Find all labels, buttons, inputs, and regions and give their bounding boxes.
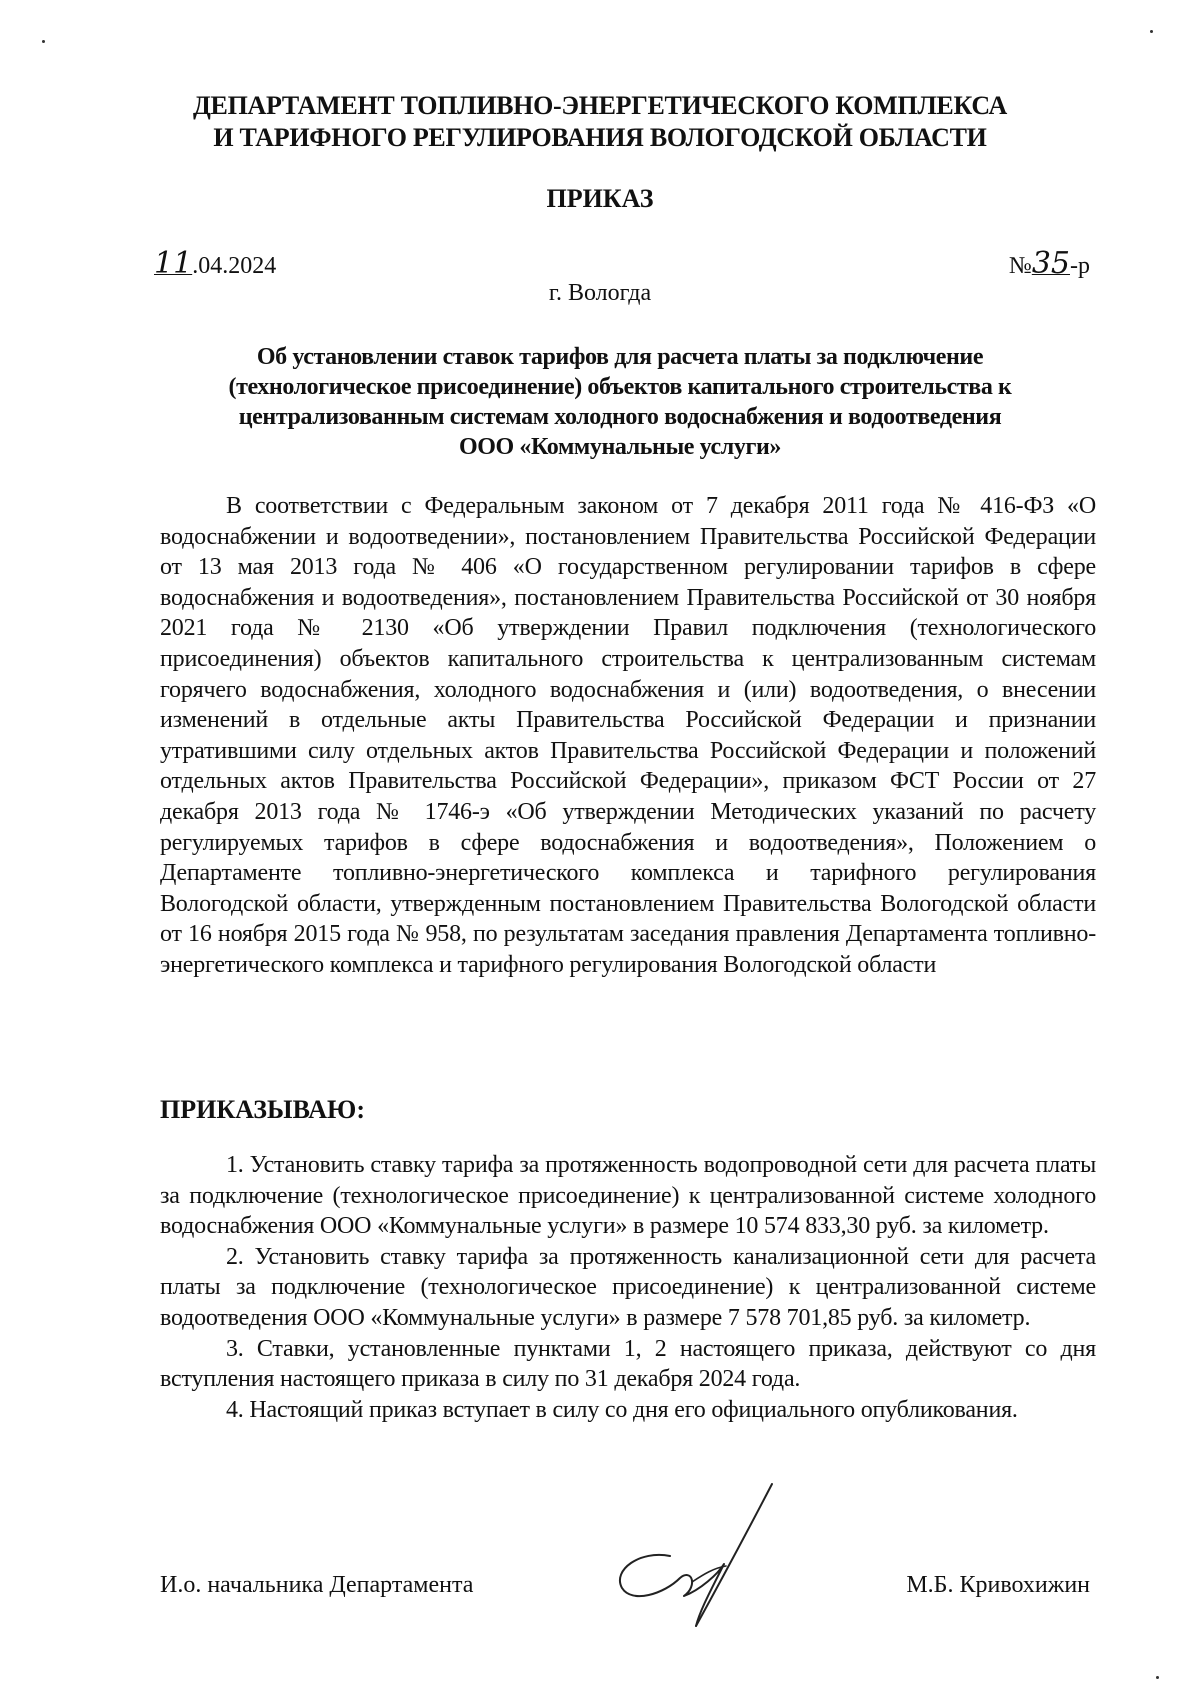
department-name-line-1: ДЕПАРТАМЕНТ ТОПЛИВНО-ЭНЕРГЕТИЧЕСКОГО КОМПЛЕКСА [192, 91, 1008, 120]
signatory-name: М.Б. Кривохижин [906, 1572, 1090, 1598]
order-directive-heading: ПРИКАЗЫВАЮ: [160, 1095, 365, 1124]
order-items [160, 1150, 1096, 1425]
order-item-4: 4. Настоящий приказ вступает в силу со дня его официального опубликования. [226, 1396, 1018, 1423]
order-item-2: 2. Установить ставку тарифа за протяженность канализационной сети для расчета платы за подключение (технологическое присоединение) к централизованной системе водоотведения ООО «Коммунальные услуги» в размере 7 578 701,85 руб. за километр. [160, 1243, 1096, 1331]
subject-line-1: Об установлении ставок тарифов для расчета платы за подключение [256, 344, 984, 370]
order-subject [150, 342, 1090, 462]
number-suffix: -р [1070, 253, 1090, 279]
scan-speck [1156, 1676, 1159, 1679]
order-item-3: 3. Ставки, установленные пунктами 1, 2 настоящего приказа, действуют со дня вступления настоящего приказа в силу по 31 декабря 2024 года. [160, 1335, 1096, 1393]
department-name-line-2: И ТАРИФНОГО РЕГУЛИРОВАНИЯ ВОЛОГОДСКОЙ ОБЛАСТИ [213, 123, 987, 152]
signatory-position: И.о. начальника Департамента [160, 1572, 474, 1598]
city: г. Вологда [548, 280, 652, 306]
subject-line-3: централизованным системам холодного водоснабжения и водоотведения [238, 404, 1002, 430]
handwritten-number: 35 [1031, 246, 1070, 281]
order-number [1009, 246, 1090, 281]
date-month-year: .04.2024 [192, 253, 277, 279]
handwritten-day: 11 [154, 246, 193, 281]
preamble-paragraph: В соответствии с Федеральным законом от 7 декабря 2011 года № 416-ФЗ «О водоснабжении и водоотведении», постановлением Правительства Российской Федерации от 13 мая 2013 года № 406 «О государственном регулировании тарифов в сфере водоснабжения и водоотведения», постановлением Правительства Российской от 30 ноября 2021 года № 2130 «Об утверждении Правил подключения (технологического присоединения) объектов капитального строительства к централизованным системам горячего водоснабжения, холодного водоснабжения и (или) водоотведения, о внесении изменений в отдельные акты Правительства Российской Федерации и признании утратившими силу отдельных актов Правительства Российской Федерации и положений отдельных актов Правительства Российской Федерации», приказом ФСТ России от 27 декабря 2013 года № 1746-э «Об утверждении Методических указаний по расчету регулируемых тарифов в сфере водоснабжения и водоотведения», Положением о Департаменте топливно-энергетического комплекса и тарифного регулирования Вологодской области, утвержденным постановлением Правительства Вологодской области от 16 ноября 2015 года № 958, по результатам заседания правления Департамента топливно-энергетического комплекса и тарифного регулирования Вологодской области [160, 493, 1096, 978]
scan-speck [1150, 30, 1153, 33]
handwritten-signature [600, 1478, 790, 1628]
document-type-title: ПРИКАЗ [546, 184, 654, 213]
scan-speck [42, 40, 45, 43]
subject-line-4: ООО «Коммунальные услуги» [459, 434, 781, 460]
subject-line-2: (технологическое присоединение) объектов капитального строительства к [228, 374, 1012, 400]
number-sign: № [1008, 253, 1032, 279]
order-item-1: 1. Установить ставку тарифа за протяженность водопроводной сети для расчета платы за подключение (технологическое присоединение) к централизованной системе холодного водоснабжения ООО «Коммунальные услуги» в размере 10 574 833,30 руб. за километр. [160, 1152, 1096, 1240]
order-date [154, 246, 276, 281]
